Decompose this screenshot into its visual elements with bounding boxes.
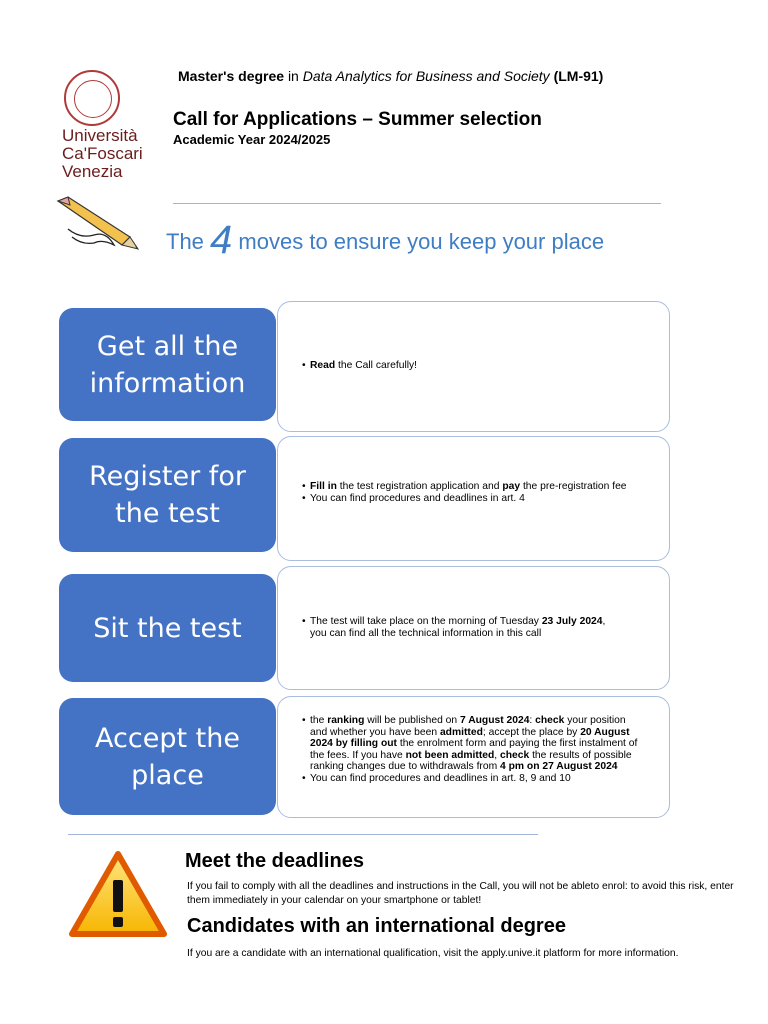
degree-name: Data Analytics for Business and Society (302, 68, 550, 84)
call-title: Call for Applications – Summer selection (173, 109, 542, 130)
degree-prefix: Master's degree (178, 68, 285, 84)
step-1-text (302, 360, 652, 372)
step-4-text (302, 715, 644, 784)
academic-year: Academic Year 2024/2025 (173, 132, 331, 147)
international-heading: Candidates with an international degree (187, 915, 566, 937)
step-3-label: Sit the test (59, 574, 276, 682)
pencil-icon (54, 195, 140, 253)
divider (173, 203, 661, 204)
moves-suffix: moves to ensure you keep your place (238, 229, 605, 254)
international-text: If you are a candidate with an international qualification, visit the apply.unive.it platform for more information. (187, 948, 679, 959)
degree-line (178, 68, 603, 84)
step-2-text (302, 481, 637, 504)
university-seal-icon (64, 70, 120, 126)
step-3-bullet-1: • The test will take place on the morning of Tuesday 23 July 2024, you can find all the technical information in this call (302, 616, 622, 639)
step-3-text (302, 616, 622, 639)
step-4-bullet-2: • You can find procedures and deadlines in art. 8, 9 and 10 (302, 773, 644, 785)
moves-number: 4 (210, 218, 233, 262)
logo-line-1: Università (62, 126, 138, 145)
university-logo-text (62, 127, 143, 181)
logo-line-2: Ca'Foscari (62, 144, 143, 163)
warning-icon (68, 850, 168, 940)
step-4-bullet-1: • the ranking will be published on 7 August 2024: check your position and whether you have been admitted; accept the place by 20 August 2024 by filling out the enrolment form and paying the first instalment of the fees. If you have not been admitted, check the results of possible ranking changes due to withdrawals from 4 pm on 27 August 2024 (302, 715, 644, 773)
degree-in: in (287, 68, 299, 84)
step-1-label: Get all the information (59, 308, 276, 421)
deadlines-text: If you fail to comply with all the deadlines and instructions in the Call, you will not be ableto enrol: to avoid this risk, enter them immediately in your calendar on your smartphone or tablet! (187, 881, 734, 906)
step-1-bullet-1: • Read the Call carefully! (302, 360, 652, 372)
step-2-bullet-1: • Fill in the test registration application and pay the pre-registration fee (302, 481, 637, 493)
degree-code: (LM-91) (553, 68, 604, 84)
logo-line-3: Venezia (62, 162, 123, 181)
step-2-label: Register for the test (59, 438, 276, 552)
divider (68, 834, 538, 835)
deadlines-heading: Meet the deadlines (185, 850, 364, 872)
step-4-label: Accept the place (59, 698, 276, 815)
moves-prefix: The (166, 229, 204, 254)
moves-headline (166, 218, 604, 263)
step-2-bullet-2: • You can find procedures and deadlines in art. 4 (302, 493, 637, 505)
